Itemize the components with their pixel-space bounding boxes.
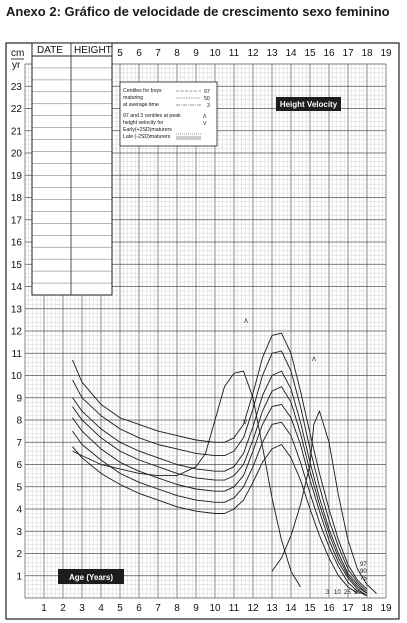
x-tick-label-top: 5	[117, 48, 123, 59]
y-tick-label: 4	[16, 504, 22, 516]
x-tick-label: 7	[155, 603, 161, 614]
legend	[120, 82, 217, 146]
x-tick-label: 12	[247, 603, 259, 614]
x-tick-label: 4	[98, 603, 104, 614]
legend-early: Early(+2SD)maturers	[123, 127, 172, 133]
page-title: Anexo 2: Gráfico de velocidade de crescimento sexo feminino	[6, 4, 390, 19]
y-unit-bottom: yr	[12, 60, 21, 71]
centile-label-97: 97	[360, 562, 367, 568]
x-tick-label: 11	[228, 603, 240, 614]
table-header-height: HEIGHT	[74, 45, 112, 56]
legend-peak-2: height velocity for	[123, 120, 164, 126]
y-unit-top: cm	[11, 48, 25, 59]
x-tick-label-top: 17	[342, 48, 354, 59]
peak-marker-up-early: Λ	[244, 319, 249, 325]
legend-down-symbol: V	[203, 121, 207, 127]
x-tick-label: 13	[266, 603, 278, 614]
legend-line-2: maturing	[123, 95, 144, 101]
centile-label-25: 25	[344, 590, 351, 596]
x-tick-label-top: 18	[361, 48, 373, 59]
chart-title-text: Height Velocity	[279, 100, 338, 109]
centile-label-10: 10	[334, 590, 341, 596]
centile-label-3: 3	[326, 590, 330, 596]
x-tick-label: 1	[41, 603, 47, 614]
legend-value-3: 3	[207, 103, 210, 109]
y-tick-label: 20	[10, 148, 22, 160]
y-tick-label: 10	[10, 371, 22, 382]
x-tick-label-top: 16	[323, 48, 335, 59]
centile-label-75: 75	[360, 576, 367, 582]
x-tick-label: 2	[60, 603, 66, 614]
x-tick-label-top: 11	[228, 48, 240, 59]
x-tick-label-top: 6	[136, 48, 142, 59]
peak-marker-up-late: Λ	[312, 357, 317, 363]
x-tick-label: 3	[79, 603, 85, 614]
x-tick-label-top: 7	[155, 48, 161, 59]
x-axis-title: Age (Years)	[68, 573, 114, 582]
y-tick-label: 15	[10, 259, 22, 271]
y-tick-label: 6	[16, 460, 22, 471]
centile-label-90: 90	[360, 569, 367, 575]
y-tick-label: 22	[10, 104, 22, 115]
x-tick-label-top: 14	[285, 48, 297, 59]
table-frame	[32, 43, 112, 295]
y-tick-label: 2	[16, 549, 22, 560]
x-tick-label: 10	[209, 603, 221, 614]
y-tick-label: 17	[10, 215, 22, 227]
x-tick-label: 19	[380, 603, 392, 614]
x-tick-label: 18	[361, 603, 373, 614]
x-tick-label-top: 9	[193, 48, 199, 59]
x-tick-label: 17	[342, 603, 354, 614]
peak-marker-down-early: V	[243, 420, 248, 426]
y-tick-label: 18	[10, 193, 22, 204]
x-tick-label-top: 15	[304, 48, 316, 59]
x-tick-label-top: 13	[266, 48, 278, 59]
y-tick-label: 21	[10, 126, 22, 138]
y-tick-label: 5	[16, 482, 22, 494]
legend-late: Late (-2SD)maturers	[123, 134, 171, 140]
x-tick-label: 5	[117, 603, 123, 614]
x-tick-label: 8	[174, 603, 180, 614]
legend-value-97: 97	[204, 89, 210, 95]
x-tick-label: 15	[304, 603, 316, 614]
x-tick-label: 6	[136, 603, 142, 614]
centile-label-50: 50	[354, 590, 361, 596]
legend-value-50: 50	[204, 96, 210, 102]
y-tick-label: 19	[10, 170, 22, 182]
table-header-date: DATE	[37, 45, 63, 56]
legend-up-symbol: Λ	[203, 114, 207, 120]
y-tick-label: 13	[10, 304, 22, 316]
y-tick-label: 12	[10, 326, 22, 338]
y-tick-label: 7	[16, 437, 22, 449]
y-tick-label: 1	[16, 571, 22, 583]
measurement-table	[32, 43, 112, 295]
x-tick-label: 9	[193, 603, 199, 614]
y-tick-label: 9	[16, 393, 22, 405]
y-tick-label: 23	[10, 81, 22, 93]
x-tick-label-top: 12	[247, 48, 259, 59]
y-tick-label: 14	[10, 282, 22, 293]
x-tick-label: 16	[323, 603, 335, 614]
x-tick-label-top: 10	[209, 48, 221, 59]
x-tick-label-top: 19	[380, 48, 392, 59]
x-tick-label-top: 8	[174, 48, 180, 59]
x-tick-label: 14	[285, 603, 297, 614]
y-tick-label: 16	[10, 237, 22, 249]
legend-line-1: Centiles for boys	[123, 88, 162, 94]
y-tick-label: 11	[11, 348, 22, 360]
legend-peak-1: 97 and 3 centiles at peak	[123, 113, 181, 119]
y-tick-label: 8	[16, 415, 22, 427]
y-tick-label: 3	[16, 526, 22, 538]
legend-line-3: at average time	[123, 102, 159, 108]
